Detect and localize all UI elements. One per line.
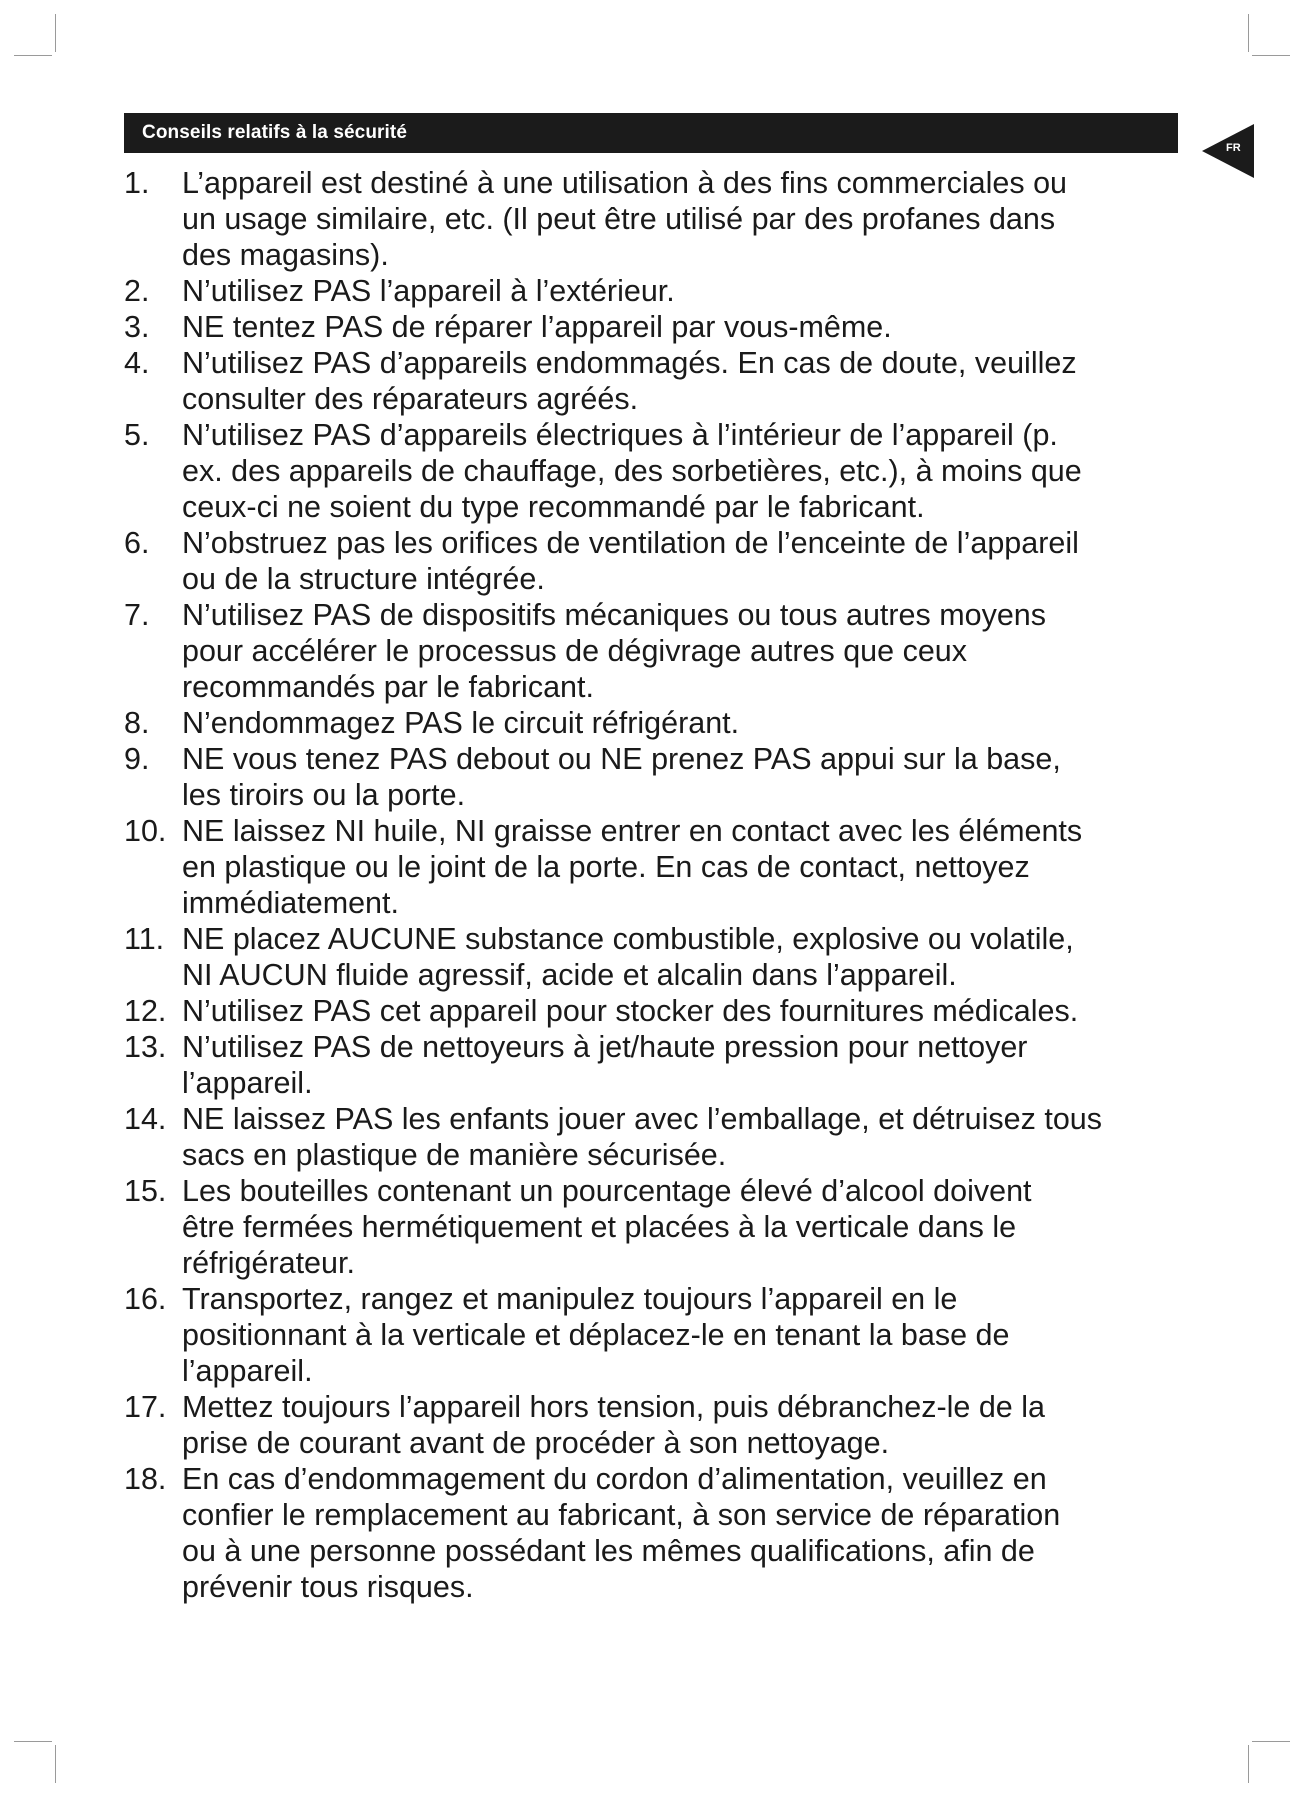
- section-title: Conseils relatifs à la sécurité: [142, 122, 407, 143]
- crop-mark: [14, 55, 52, 56]
- item-text-line: N’utilisez PAS de dispositifs mécaniques ou tous autres moyens: [182, 598, 1047, 632]
- list-item: [124, 165, 1186, 273]
- item-text-line: L’appareil est destiné à une utilisation à des fins commerciales ou: [182, 166, 1068, 200]
- section-header: [124, 113, 1178, 153]
- item-text-line: N’utilisez PAS de nettoyeurs à jet/haute pression pour nettoyer: [182, 1030, 1028, 1064]
- list-item: [124, 309, 1186, 345]
- crop-mark: [55, 14, 56, 52]
- item-text-line: Transportez, rangez et manipulez toujours l’appareil en le: [182, 1282, 958, 1316]
- list-item: [124, 993, 1186, 1029]
- item-number: 16.: [124, 1282, 167, 1316]
- item-text-line: NI AUCUN fluide agressif, acide et alcalin dans l’appareil.: [182, 958, 957, 992]
- crop-mark: [14, 1741, 52, 1742]
- list-item: [124, 345, 1186, 417]
- item-text: [182, 1281, 1186, 1389]
- item-text-line: NE laissez PAS les enfants jouer avec l’emballage, et détruisez tous: [182, 1102, 1102, 1136]
- item-text-line: Mettez toujours l’appareil hors tension, puis débranchez-le de la: [182, 1390, 1045, 1424]
- item-text: [182, 345, 1186, 417]
- item-text-line: l’appareil.: [182, 1354, 313, 1388]
- item-number: 14.: [124, 1102, 167, 1136]
- item-text-line: des magasins).: [182, 238, 389, 272]
- item-number: 3.: [124, 310, 150, 344]
- list-item: [124, 1461, 1186, 1605]
- item-text-line: NE vous tenez PAS debout ou NE prenez PAS appui sur la base,: [182, 742, 1061, 776]
- item-number: 15.: [124, 1174, 167, 1208]
- list-item: [124, 597, 1186, 705]
- item-text-line: pour accélérer le processus de dégivrage autres que ceux: [182, 634, 967, 668]
- list-item: [124, 1281, 1186, 1389]
- item-number: 10.: [124, 814, 167, 848]
- item-text: [182, 993, 1186, 1029]
- item-text-line: prévenir tous risques.: [182, 1570, 474, 1604]
- item-text-line: être fermées hermétiquement et placées à la verticale dans le: [182, 1210, 1017, 1244]
- item-text: [182, 1029, 1186, 1101]
- list-item: [124, 1029, 1186, 1101]
- item-text-line: N’utilisez PAS d’appareils endommagés. En cas de doute, veuillez: [182, 346, 1077, 380]
- item-text: [182, 165, 1186, 273]
- item-text-line: N’utilisez PAS d’appareils électriques à l’intérieur de l’appareil (p.: [182, 418, 1058, 452]
- list-item: [124, 273, 1186, 309]
- item-text-line: immédiatement.: [182, 886, 399, 920]
- item-text: [182, 1173, 1186, 1281]
- item-text: [182, 921, 1186, 993]
- item-text-line: en plastique ou le joint de la porte. En cas de contact, nettoyez: [182, 850, 1030, 884]
- item-number: 7.: [124, 598, 150, 632]
- item-number: 1.: [124, 166, 150, 200]
- item-text-line: En cas d’endommagement du cordon d’alimentation, veuillez en: [182, 1462, 1047, 1496]
- list-item: [124, 1101, 1186, 1173]
- item-text: [182, 741, 1186, 813]
- list-item: [124, 1389, 1186, 1461]
- crop-mark: [1252, 1741, 1290, 1742]
- item-text-line: confier le remplacement au fabricant, à son service de réparation: [182, 1498, 1061, 1532]
- crop-mark: [1248, 1745, 1249, 1783]
- item-text-line: NE laissez NI huile, NI graisse entrer en contact avec les éléments: [182, 814, 1083, 848]
- item-text: [182, 417, 1186, 525]
- item-text-line: consulter des réparateurs agréés.: [182, 382, 639, 416]
- item-text-line: ceux-ci ne soient du type recommandé par le fabricant.: [182, 490, 925, 524]
- item-text-line: les tiroirs ou la porte.: [182, 778, 466, 812]
- list-item: [124, 525, 1186, 597]
- item-text: [182, 1389, 1186, 1461]
- item-number: 6.: [124, 526, 150, 560]
- item-text-line: ex. des appareils de chauffage, des sorbetières, etc.), à moins que: [182, 454, 1082, 488]
- item-number: 9.: [124, 742, 150, 776]
- item-text-line: l’appareil.: [182, 1066, 313, 1100]
- item-text-line: ou de la structure intégrée.: [182, 562, 545, 596]
- item-number: 13.: [124, 1030, 167, 1064]
- item-text-line: NE placez AUCUNE substance combustible, explosive ou volatile,: [182, 922, 1074, 956]
- item-number: 12.: [124, 994, 167, 1028]
- item-text-line: N’endommagez PAS le circuit réfrigérant.: [182, 706, 740, 740]
- crop-mark: [1248, 14, 1249, 52]
- item-number: 2.: [124, 274, 150, 308]
- item-text-line: ou à une personne possédant les mêmes qualifications, afin de: [182, 1534, 1035, 1568]
- language-label: FR: [1226, 142, 1241, 154]
- list-item: [124, 1173, 1186, 1281]
- item-text-line: réfrigérateur.: [182, 1246, 355, 1280]
- item-number: 8.: [124, 706, 150, 740]
- language-tab: [1202, 124, 1254, 178]
- item-number: 5.: [124, 418, 150, 452]
- item-number: 11.: [124, 922, 165, 956]
- list-item: [124, 417, 1186, 525]
- item-text-line: NE tentez PAS de réparer l’appareil par vous-même.: [182, 310, 892, 344]
- list-item: [124, 921, 1186, 993]
- item-text-line: N’utilisez PAS cet appareil pour stocker des fournitures médicales.: [182, 994, 1079, 1028]
- item-text: [182, 813, 1186, 921]
- item-number: 17.: [124, 1390, 167, 1424]
- item-text: [182, 597, 1186, 705]
- item-text-line: positionnant à la verticale et déplacez-le en tenant la base de: [182, 1318, 1010, 1352]
- item-text-line: sacs en plastique de manière sécurisée.: [182, 1138, 727, 1172]
- item-text: [182, 273, 1186, 309]
- item-number: 18.: [124, 1462, 167, 1496]
- item-text: [182, 309, 1186, 345]
- item-text-line: Les bouteilles contenant un pourcentage élevé d’alcool doivent: [182, 1174, 1032, 1208]
- item-text: [182, 1101, 1186, 1173]
- item-text: [182, 1461, 1186, 1605]
- list-item: [124, 813, 1186, 921]
- item-text-line: un usage similaire, etc. (Il peut être utilisé par des profanes dans: [182, 202, 1056, 236]
- crop-mark: [1252, 55, 1290, 56]
- crop-mark: [55, 1745, 56, 1783]
- safety-instructions-list: [124, 165, 1186, 1605]
- item-text: [182, 705, 1186, 741]
- item-text-line: N’utilisez PAS l’appareil à l’extérieur.: [182, 274, 675, 308]
- item-text: [182, 525, 1186, 597]
- item-number: 4.: [124, 346, 150, 380]
- item-text-line: recommandés par le fabricant.: [182, 670, 594, 704]
- list-item: [124, 705, 1186, 741]
- item-text-line: N’obstruez pas les orifices de ventilation de l’enceinte de l’appareil: [182, 526, 1079, 560]
- item-text-line: prise de courant avant de procéder à son nettoyage.: [182, 1426, 890, 1460]
- list-item: [124, 741, 1186, 813]
